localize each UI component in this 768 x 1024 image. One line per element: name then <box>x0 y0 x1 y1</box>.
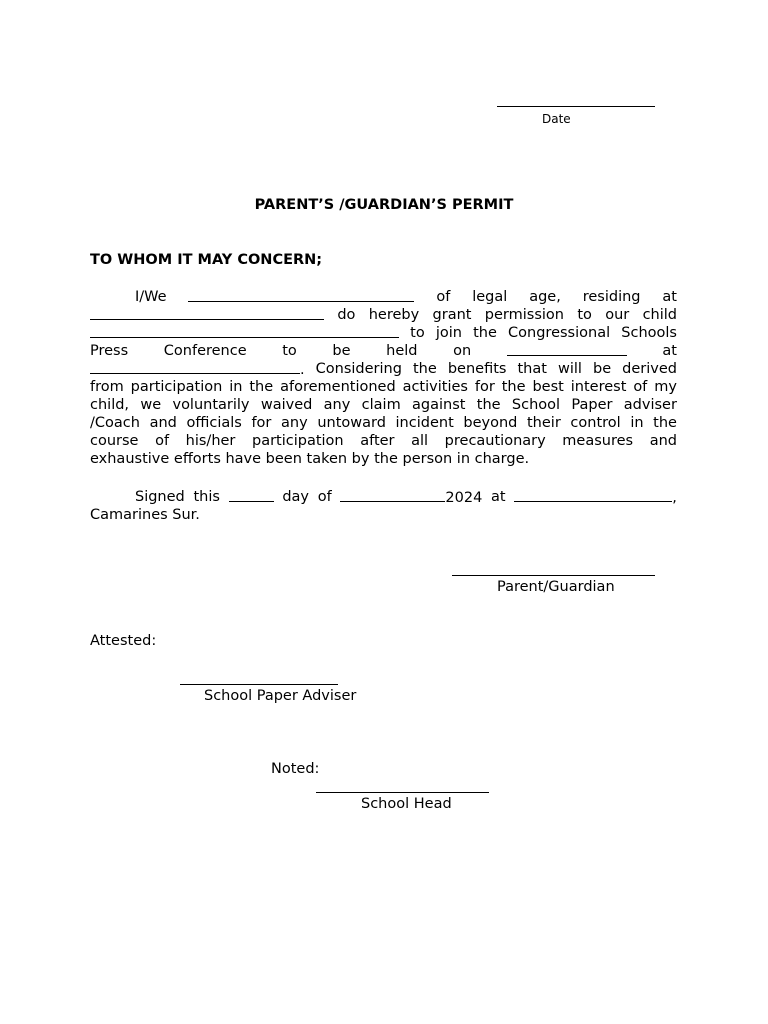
body-word: to <box>410 325 425 341</box>
body-word: participation <box>251 433 344 449</box>
body-word: join <box>435 325 462 341</box>
body-word: to <box>577 307 592 323</box>
body-word: for <box>251 415 272 431</box>
body-word: of <box>317 489 332 505</box>
body-word: child, <box>90 397 130 413</box>
body-word: day <box>282 489 310 505</box>
body-word: benefits <box>447 361 507 377</box>
body-word: claim <box>361 397 401 413</box>
body-word: interest <box>570 379 627 395</box>
body-word: residing <box>582 289 641 305</box>
venue-blank <box>90 360 300 374</box>
body-word: of <box>436 289 451 305</box>
body-line <box>90 396 677 414</box>
body-word: be <box>592 361 612 377</box>
body-word: age, <box>529 289 561 305</box>
comma-text: , <box>672 490 677 506</box>
body-word: their <box>527 415 561 431</box>
body-word: the <box>653 415 677 431</box>
body-word: at <box>491 489 506 505</box>
body-word: permission <box>484 307 564 323</box>
body-word: Signed <box>135 489 185 505</box>
document-title: PARENT’S /GUARDIAN’S PERMIT <box>254 197 514 213</box>
signed-place: Camarines Sur. <box>90 507 200 523</box>
body-word: the <box>249 379 274 395</box>
adviser-signature-line <box>180 684 338 685</box>
body-word: adviser <box>623 397 677 413</box>
body-word: Press <box>90 343 129 359</box>
body-word: in <box>630 415 644 431</box>
body-word: waived <box>260 397 313 413</box>
body-word: his/her <box>185 433 236 449</box>
body-word: and <box>649 433 677 449</box>
body-word: this <box>193 489 220 505</box>
place-blank <box>514 488 672 502</box>
body-word: do <box>337 307 356 323</box>
body-word: Schools <box>621 325 677 341</box>
body-word: incident <box>395 415 454 431</box>
body-word: in <box>229 379 243 395</box>
child-name-blank <box>90 324 399 338</box>
body-word: child <box>642 307 677 323</box>
address-blank <box>90 306 324 320</box>
body-word: will <box>557 361 582 377</box>
body-word: any <box>281 415 308 431</box>
body-word: for <box>474 379 495 395</box>
body-word: on <box>453 343 472 359</box>
body-line <box>90 432 677 450</box>
body-word: grant <box>432 307 472 323</box>
head-label: School Head <box>361 796 452 812</box>
date-label: Date <box>542 112 571 126</box>
body-word: my <box>654 379 677 395</box>
body-word: against <box>412 397 466 413</box>
salutation: TO WHOM IT MAY CONCERN; <box>90 252 323 268</box>
body-word: of <box>633 379 648 395</box>
body-word: School <box>511 397 561 413</box>
event-date-blank <box>507 342 627 356</box>
body-word: Considering <box>315 361 402 377</box>
year-text: 2024 <box>445 490 483 506</box>
body-word: I/We <box>135 289 167 305</box>
body-word: aforementioned <box>280 379 396 395</box>
parent-label: Parent/Guardian <box>497 579 615 595</box>
body-word: all <box>411 433 429 449</box>
body-line: exhaustive efforts have been taken by the person in charge. <box>90 451 530 467</box>
body-word: at <box>662 289 677 305</box>
body-word: Paper <box>571 397 613 413</box>
body-word: held <box>386 343 418 359</box>
noted-label: Noted: <box>271 761 320 777</box>
body-word: from <box>90 379 124 395</box>
body-word: be <box>332 343 351 359</box>
body-word: that <box>517 361 547 377</box>
body-word: at <box>662 343 677 359</box>
body-word: Congressional <box>508 325 611 341</box>
body-word: we <box>140 397 162 413</box>
body-word: control <box>570 415 621 431</box>
body-word: best <box>532 379 564 395</box>
body-word: beyond <box>463 415 518 431</box>
body-line <box>90 342 677 360</box>
body-word: untoward <box>317 415 386 431</box>
body-word: . <box>300 362 305 378</box>
body-word: our <box>605 307 630 323</box>
body-line <box>90 306 677 324</box>
month-blank <box>340 488 445 502</box>
body-line <box>90 414 677 432</box>
date-signature-line <box>497 106 655 107</box>
body-line <box>90 288 677 306</box>
body-word: after <box>360 433 395 449</box>
body-word: and <box>149 415 177 431</box>
body-word: /Coach <box>90 415 140 431</box>
body-line <box>90 378 677 396</box>
body-word: derived <box>622 361 677 377</box>
body-word: Conference <box>163 343 247 359</box>
body-word: precautionary <box>444 433 546 449</box>
adviser-label: School Paper Adviser <box>204 688 357 704</box>
head-signature-line <box>316 792 489 793</box>
name-blank <box>188 288 414 302</box>
body-word: the <box>501 379 526 395</box>
body-word: the <box>473 325 497 341</box>
body-word: hereby <box>368 307 420 323</box>
body-word: voluntarily <box>172 397 250 413</box>
day-blank <box>229 488 274 502</box>
signed-line <box>90 488 677 507</box>
body-word: the <box>476 397 501 413</box>
body-word: activities <box>402 379 468 395</box>
body-word: legal <box>472 289 508 305</box>
body-line <box>90 324 677 342</box>
attested-label: Attested: <box>90 633 157 649</box>
body-word: officials <box>186 415 242 431</box>
body-line <box>90 360 677 379</box>
body-word: participation <box>130 379 223 395</box>
body-word: of <box>155 433 170 449</box>
body-word: course <box>90 433 139 449</box>
body-word: measures <box>562 433 634 449</box>
body-word: the <box>412 361 437 377</box>
body-word: to <box>282 343 297 359</box>
body-word: any <box>323 397 351 413</box>
parent-signature-line <box>452 575 655 576</box>
